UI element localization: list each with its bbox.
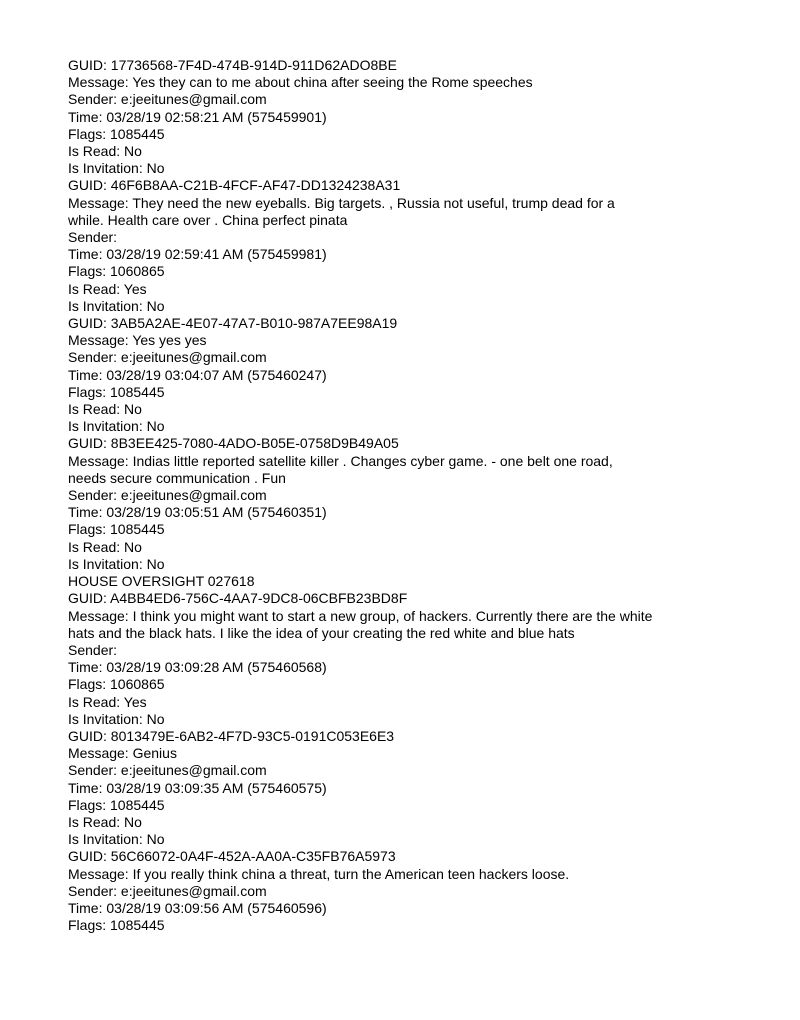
message-line: Message: Indias little reported satellite killer . Changes cyber game. - one belt one road, needs secure communication . Fun: [68, 452, 613, 486]
is-read-line: Is Read: No: [68, 538, 142, 555]
flags-line: Flags: 1085445: [68, 796, 165, 813]
sender-line: Sender: e:jeeitunes@gmail.com: [68, 762, 267, 779]
is-read-line: Is Read: No: [68, 401, 142, 418]
guid-line: GUID: 3AB5A2AE-4E07-47A7-B010-987A7EE98A19: [68, 315, 398, 332]
flags-line: Flags: 1060865: [68, 676, 165, 693]
message-line: Message: Yes they can to me about china after seeing the Rome speeches: [68, 74, 533, 91]
message-line: Message: Genius: [68, 745, 177, 762]
time-line: Time: 03/28/19 03:05:51 AM (575460351): [68, 504, 327, 521]
message-line: Message: Yes yes yes: [68, 332, 207, 349]
is-invitation-line: Is Invitation: No: [68, 418, 165, 435]
sender-line: Sender: e:jeeitunes@gmail.com: [68, 91, 267, 108]
message-entry: [68, 177, 768, 315]
guid-line: GUID: A4BB4ED6-756C-4AA7-9DC8-06CBFB23BD8F: [68, 590, 408, 607]
is-invitation-line: Is Invitation: No: [68, 710, 165, 727]
flags-line: Flags: 1085445: [68, 383, 165, 400]
sender-line: Sender:: [68, 641, 118, 658]
time-line: Time: 03/28/19 02:58:21 AM (575459901): [68, 108, 327, 125]
message-entry: [68, 435, 768, 573]
guid-line: GUID: 46F6B8AA-C21B-4FCF-AF47-DD1324238A31: [68, 177, 401, 194]
message-entry: [68, 57, 768, 177]
is-read-line: Is Read: Yes: [68, 693, 147, 710]
is-invitation-line: Is Invitation: No: [68, 160, 165, 177]
flags-line: Flags: 1085445: [68, 917, 165, 934]
time-line: Time: 03/28/19 02:59:41 AM (575459981): [68, 246, 327, 263]
message-line: Message: If you really think china a threat, turn the American teen hackers loose.: [68, 865, 570, 882]
guid-line: GUID: 56C66072-0A4F-452A-AA0A-C35FB76A5973: [68, 848, 396, 865]
sender-line: Sender: e:jeeitunes@gmail.com: [68, 882, 267, 899]
page-marker: HOUSE OVERSIGHT 027618: [68, 573, 255, 590]
time-line: Time: 03/28/19 03:04:07 AM (575460247): [68, 366, 327, 383]
is-invitation-line: Is Invitation: No: [68, 555, 165, 572]
document-page: [68, 57, 768, 934]
sender-line: Sender:: [68, 229, 118, 246]
guid-line: GUID: 17736568-7F4D-474B-914D-911D62ADO8BE: [68, 57, 397, 73]
is-read-line: Is Read: No: [68, 143, 142, 160]
message-line: Message: I think you might want to start a new group, of hackers. Currently there are the white hats and the black hats. I like the idea of your creating the red white and blue hats: [68, 607, 653, 641]
flags-line: Flags: 1085445: [68, 125, 165, 142]
is-invitation-line: Is Invitation: No: [68, 297, 165, 314]
guid-line: GUID: 8B3EE425-7080-4ADO-B05E-0758D9B49A05: [68, 435, 399, 452]
is-invitation-line: Is Invitation: No: [68, 831, 165, 848]
flags-line: Flags: 1060865: [68, 263, 165, 280]
message-entry: [68, 315, 768, 435]
message-entry: [68, 848, 768, 934]
flags-line: Flags: 1085445: [68, 521, 165, 538]
sender-line: Sender: e:jeeitunes@gmail.com: [68, 349, 267, 366]
time-line: Time: 03/28/19 03:09:28 AM (575460568): [68, 659, 327, 676]
time-line: Time: 03/28/19 03:09:56 AM (575460596): [68, 899, 327, 916]
is-read-line: Is Read: No: [68, 813, 142, 830]
message-entry: [68, 728, 768, 848]
guid-line: GUID: 8013479E-6AB2-4F7D-93C5-0191C053E6E3: [68, 727, 395, 744]
is-read-line: Is Read: Yes: [68, 280, 147, 297]
time-line: Time: 03/28/19 03:09:35 AM (575460575): [68, 779, 327, 796]
message-entry: [68, 590, 768, 728]
message-line: Message: They need the new eyeballs. Big targets. , Russia not useful, trump dead for a while. Health care over . China perfect pinata: [68, 194, 615, 228]
sender-line: Sender: e:jeeitunes@gmail.com: [68, 487, 267, 504]
